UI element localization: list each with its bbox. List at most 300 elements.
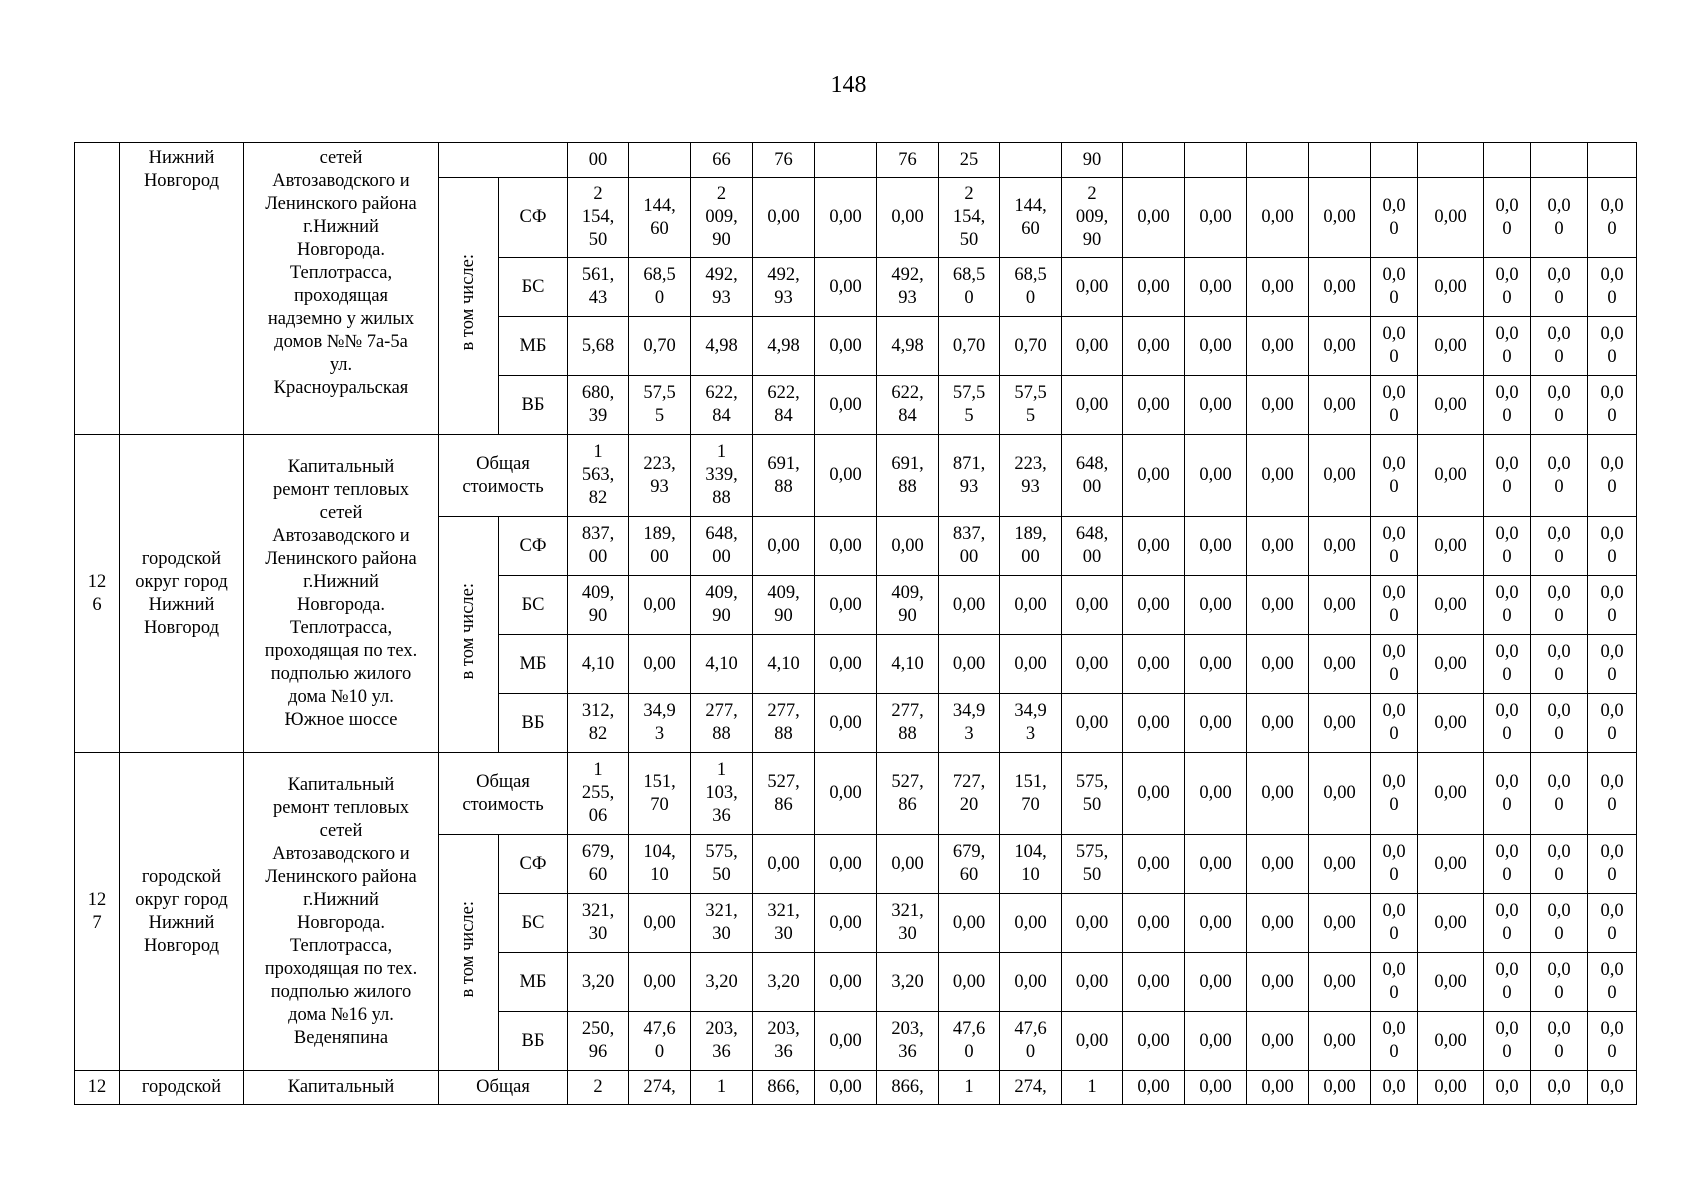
value-cell-text: 0,0 0 [1600,583,1624,626]
value-cell [939,178,1000,258]
value-cell-text: 0,00 [1137,1077,1170,1097]
value-cell-text: 0,0 0 [1382,524,1406,567]
value-cell [691,753,753,835]
value-cell [1418,435,1484,517]
value-cell [1000,143,1062,178]
value-cell [753,517,815,576]
value-cell-text: 648, 00 [1075,453,1109,497]
funding-source [499,576,568,635]
value-cell-text: 0,00 [1434,276,1467,297]
value-cell-text: 0,0 0 [1547,771,1571,815]
value-cell-text: 3,20 [581,971,615,992]
value-cell [691,1012,753,1071]
funding-source-text: ВБ [521,394,545,415]
value-cell [877,753,939,835]
value-cell-text: 0,00 [767,207,800,227]
value-cell-text: 0,0 0 [1600,265,1624,308]
value-cell-text: 0,00 [829,1030,862,1051]
value-cell-text: 0,00 [829,335,862,356]
value-cell-text: 0,00 [1323,207,1356,227]
value-cell [753,953,815,1012]
value-cell [1309,376,1371,435]
value-cell-text: 5,68 [581,335,615,356]
value-cell [1062,1071,1123,1105]
value-cell [629,835,691,894]
value-cell-text: 0,00 [1137,394,1170,415]
value-cell [1185,894,1247,953]
value-cell [1309,1012,1371,1071]
value-cell [1588,435,1637,517]
value-cell-text: 0,00 [1137,276,1170,297]
value-cell [629,1012,691,1071]
value-cell [629,143,691,178]
value-cell-text: 3,20 [705,971,738,992]
subtotal-label-text: в том числе: [458,900,478,998]
value-cell [1309,435,1371,517]
value-cell [1000,435,1062,517]
table-row [75,143,1637,178]
value-cell [1588,635,1637,694]
value-cell [753,635,815,694]
value-cell-text: 0,00 [1434,712,1467,733]
value-cell-text: 0,00 [643,594,676,615]
value-cell [1185,517,1247,576]
value-cell-text: 0,00 [1075,594,1109,615]
value-cell [1123,1071,1185,1105]
value-cell-text: 0,00 [1434,207,1467,227]
value-cell-text: 0,0 0 [1547,1019,1571,1062]
value-cell [1371,517,1418,576]
value-cell [939,694,1000,753]
value-cell-text: 0,00 [829,712,862,733]
value-cell-text: 409, 90 [767,583,800,626]
value-cell [1000,953,1062,1012]
value-cell [1588,1071,1637,1105]
value-cell [1371,435,1418,517]
value-cell [568,1012,629,1071]
value-cell [1062,694,1123,753]
value-cell [1185,178,1247,258]
value-cell-text: 0,00 [1137,653,1170,674]
page-number: 148 [830,72,867,98]
value-cell-text: 0,00 [1323,465,1356,485]
value-cell [1000,178,1062,258]
value-cell [1000,376,1062,435]
value-cell-text: 871, 93 [952,453,986,497]
value-cell-text: 68,5 0 [952,265,986,308]
value-cell [1123,317,1185,376]
value-cell [1531,1071,1588,1105]
value-cell [877,953,939,1012]
value-cell-text: 1 [1087,1077,1097,1097]
value-cell-text: 0,0 0 [1382,901,1406,944]
value-cell-text: 0,0 0 [1495,901,1519,944]
funding-source [499,1012,568,1071]
value-cell [753,317,815,376]
value-cell [877,435,939,517]
value-cell [939,258,1000,317]
value-cell-text: 144, 60 [1014,195,1047,239]
value-cell [1371,894,1418,953]
value-cell [629,258,691,317]
value-cell-text: 0,00 [1434,535,1467,556]
municipality-cell [120,1071,244,1105]
value-cell-text: 0,00 [1434,783,1467,803]
value-cell-text: 0,00 [1434,465,1467,485]
value-cell-text: 189, 00 [643,524,676,567]
value-cell-text: 2 009, 90 [705,184,738,250]
value-cell-text: 0,00 [829,535,862,556]
value-cell-text: 0,00 [829,276,862,297]
value-cell [939,143,1000,178]
value-cell [1247,258,1309,317]
value-cell [815,635,877,694]
value-cell-text: 203, 36 [767,1019,800,1062]
value-cell-text: 0,0 [1547,1077,1571,1097]
value-cell-text: 0,00 [1261,394,1294,415]
value-cell-text: 0,00 [1261,653,1294,674]
value-cell [1185,317,1247,376]
table-row [75,753,1637,835]
value-cell-text: 575, 50 [705,842,738,885]
value-cell [1062,953,1123,1012]
value-cell [1371,258,1418,317]
value-cell [1123,258,1185,317]
value-cell-text: 66 [712,149,731,170]
funding-source-text: БС [521,912,545,933]
funding-source-text: ВБ [521,712,545,733]
total-label-text: Общая стоимость [462,453,544,497]
value-cell [1309,635,1371,694]
value-cell-text: 0,0 0 [1600,524,1624,567]
value-cell-text: 0,00 [1137,971,1170,992]
funding-source-text: БС [521,594,545,615]
value-cell-text: 0,0 0 [1495,842,1519,885]
value-cell-text: 0,0 0 [1600,842,1624,885]
value-cell [1247,694,1309,753]
value-cell-text: 0,00 [767,853,800,874]
value-cell-text: 0,00 [1261,465,1294,485]
value-cell-text: 0,00 [1075,276,1109,297]
value-cell-text: 4,98 [891,335,924,356]
value-cell-text: 0,00 [829,971,862,992]
value-cell-text: 2 154, 50 [581,184,615,250]
value-cell [1418,894,1484,953]
total-label-text: Общая [476,1077,530,1097]
value-cell-text: 0,00 [891,535,924,556]
value-cell [1588,576,1637,635]
value-cell-text: 0,00 [1137,783,1170,803]
value-cell-text: 1 [716,1077,727,1097]
value-cell [1309,576,1371,635]
value-cell [568,376,629,435]
value-cell [1000,1071,1062,1105]
subtotal-label-text: в том числе: [458,254,478,351]
value-cell [815,376,877,435]
value-cell [1484,376,1531,435]
value-cell-text: 0,00 [1323,394,1356,415]
value-cell-text: 0,00 [1323,912,1356,933]
value-cell [1418,258,1484,317]
value-cell [691,635,753,694]
value-cell-text: 0,0 0 [1495,642,1519,685]
value-cell-text: 0,70 [1014,335,1047,356]
value-cell [877,517,939,576]
value-cell-text: 0,00 [1075,653,1109,674]
value-cell [568,258,629,317]
value-cell [691,517,753,576]
value-cell [1123,953,1185,1012]
value-cell [753,694,815,753]
value-cell-text: 0,00 [1323,276,1356,297]
value-cell-text: 492, 93 [767,265,800,308]
value-cell-text: 189, 00 [1014,524,1047,567]
value-cell [815,143,877,178]
value-cell-text: 0,00 [1199,712,1232,733]
value-cell [877,317,939,376]
value-cell-text: 0,00 [1261,535,1294,556]
value-cell [691,1071,753,1105]
value-cell [1484,258,1531,317]
value-cell-text: 0,00 [891,207,924,227]
value-cell-text: 0,00 [1199,594,1232,615]
value-cell [1123,178,1185,258]
value-cell [1531,376,1588,435]
value-cell [1418,1012,1484,1071]
value-cell [877,1071,939,1105]
value-cell [568,753,629,835]
value-cell-text: 648, 00 [705,524,738,567]
value-cell-text: 277, 88 [767,701,800,744]
value-cell-text: 0,00 [1075,912,1109,933]
value-cell [1588,835,1637,894]
value-cell-text: 274, [643,1077,676,1097]
value-cell-text: 622, 84 [767,383,800,426]
value-cell-text: 492, 93 [891,265,924,308]
value-cell-text: 312, 82 [581,701,615,744]
value-cell-text: 527, 86 [767,771,800,815]
value-cell-text: 0,00 [1261,594,1294,615]
value-cell [691,258,753,317]
funding-source-text: МБ [519,971,547,992]
value-cell [1062,178,1123,258]
value-cell [1484,635,1531,694]
value-cell-text: 0,00 [1434,335,1467,356]
value-cell-text: 0,0 0 [1382,960,1406,1003]
value-cell [1247,1012,1309,1071]
value-cell [1484,317,1531,376]
value-cell-text: 203, 36 [891,1019,924,1062]
value-cell-text: 321, 30 [767,901,800,944]
value-cell-text: 0,00 [1323,335,1356,356]
value-cell [815,317,877,376]
value-cell [629,178,691,258]
value-cell [1185,1012,1247,1071]
value-cell-text: 680, 39 [581,383,615,426]
value-cell [1309,143,1371,178]
value-cell [753,143,815,178]
value-cell [1531,143,1588,178]
value-cell [1531,517,1588,576]
value-cell [1588,178,1637,258]
value-cell [691,178,753,258]
municipality-cell-text: Нижний Новгород [143,148,220,191]
table-row [75,435,1637,517]
value-cell-text: 0,0 0 [1382,1019,1406,1062]
value-cell-text: 0,00 [829,912,862,933]
value-cell [1062,258,1123,317]
value-cell-text: 321, 30 [581,901,615,944]
value-cell [753,894,815,953]
value-cell-text: 0,0 0 [1382,324,1406,367]
subtotal-label-text: в том числе: [458,582,478,680]
project-cell [244,435,439,753]
value-cell-text: 0,00 [1199,276,1232,297]
value-cell [568,435,629,517]
value-cell [1000,317,1062,376]
value-cell-text: 0,70 [643,335,676,356]
value-cell [939,894,1000,953]
value-cell [1371,1071,1418,1105]
value-cell [1123,1012,1185,1071]
value-cell-text: 4,98 [767,335,800,356]
value-cell-text: 0,00 [1323,594,1356,615]
value-cell-text: 151, 70 [643,771,676,815]
value-cell-text: 527, 86 [891,771,924,815]
value-cell-text: 277, 88 [891,701,924,744]
value-cell [1484,694,1531,753]
value-cell-text: 0,00 [1323,783,1356,803]
value-cell [1123,143,1185,178]
value-cell [1588,143,1637,178]
value-cell [1418,835,1484,894]
funding-source [499,178,568,258]
value-cell [1588,258,1637,317]
value-cell-text: 0,00 [1434,912,1467,933]
value-cell [939,953,1000,1012]
value-cell [1123,753,1185,835]
value-cell [1309,1071,1371,1105]
value-cell-text: 0,00 [1075,335,1109,356]
value-cell [1247,894,1309,953]
value-cell [1309,694,1371,753]
value-cell-text: 3,20 [767,971,800,992]
value-cell-text: 90 [1082,149,1102,170]
value-cell-text: 0,00 [1137,712,1170,733]
value-cell-text: 561, 43 [581,265,615,308]
value-cell [753,576,815,635]
value-cell-text: 0,0 0 [1495,524,1519,567]
value-cell-text: 0,00 [643,912,676,933]
value-cell [1000,694,1062,753]
value-cell [815,258,877,317]
value-cell [1000,1012,1062,1071]
value-cell [1123,835,1185,894]
row-number-text: 12 [87,1077,107,1097]
value-cell-text: 691, 88 [767,453,800,497]
value-cell [877,143,939,178]
value-cell [939,517,1000,576]
value-cell [691,694,753,753]
value-cell [1309,835,1371,894]
funding-source [499,953,568,1012]
label-cell [439,143,568,178]
value-cell-text: 727, 20 [952,771,986,815]
value-cell [1371,376,1418,435]
value-cell-text: 1 [964,1077,974,1097]
value-cell [691,576,753,635]
value-cell [1588,694,1637,753]
value-cell-text: 0,00 [1199,653,1232,674]
value-cell [1371,635,1418,694]
value-cell [1371,953,1418,1012]
value-cell-text: 837, 00 [952,524,986,567]
value-cell-text: 4,10 [891,653,924,674]
value-cell [1484,576,1531,635]
value-cell [1000,753,1062,835]
value-cell [1484,435,1531,517]
value-cell [1185,953,1247,1012]
row-number-text: 12 7 [87,889,107,933]
value-cell [1371,694,1418,753]
value-cell-text: 0,00 [643,971,676,992]
value-cell-text: 0,70 [952,335,986,356]
value-cell [629,1071,691,1105]
value-cell [1484,1012,1531,1071]
value-cell-text: 0,00 [1434,653,1467,674]
value-cell [1123,435,1185,517]
value-cell-text: 691, 88 [891,453,924,497]
value-cell-text: 0,0 [1600,1077,1624,1097]
value-cell [1247,517,1309,576]
value-cell [1062,435,1123,517]
value-cell-text: 2 009, 90 [1075,184,1109,250]
value-cell-text: 0,00 [1323,853,1356,874]
value-cell [629,753,691,835]
value-cell [1531,178,1588,258]
value-cell-text: 0,00 [1137,207,1170,227]
value-cell [568,517,629,576]
value-cell [568,1071,629,1105]
value-cell-text: 648, 00 [1075,524,1109,567]
value-cell [939,317,1000,376]
value-cell [1185,635,1247,694]
value-cell [1123,694,1185,753]
value-cell-text: 409, 90 [705,583,738,626]
value-cell-text: 0,00 [1261,712,1294,733]
value-cell [815,178,877,258]
value-cell-text: 0,0 0 [1600,324,1624,367]
value-cell [1418,753,1484,835]
value-cell [939,576,1000,635]
value-cell-text: 144, 60 [643,195,676,239]
value-cell-text: 0,0 0 [1600,383,1624,426]
funding-source-text: БС [521,276,545,297]
value-cell-text: 866, [767,1077,800,1097]
value-cell [939,635,1000,694]
value-cell-text: 4,10 [705,653,738,674]
value-cell-text: 0,00 [1137,465,1170,485]
value-cell [1062,576,1123,635]
value-cell-text: 0,00 [1261,912,1294,933]
value-cell-text: 0,0 0 [1495,701,1519,744]
value-cell [815,894,877,953]
municipality-cell [120,753,244,1071]
value-cell [568,635,629,694]
value-cell-text: 0,0 0 [1600,701,1624,744]
value-cell-text: 0,0 0 [1382,195,1406,239]
value-cell-text: 0,0 0 [1495,960,1519,1003]
